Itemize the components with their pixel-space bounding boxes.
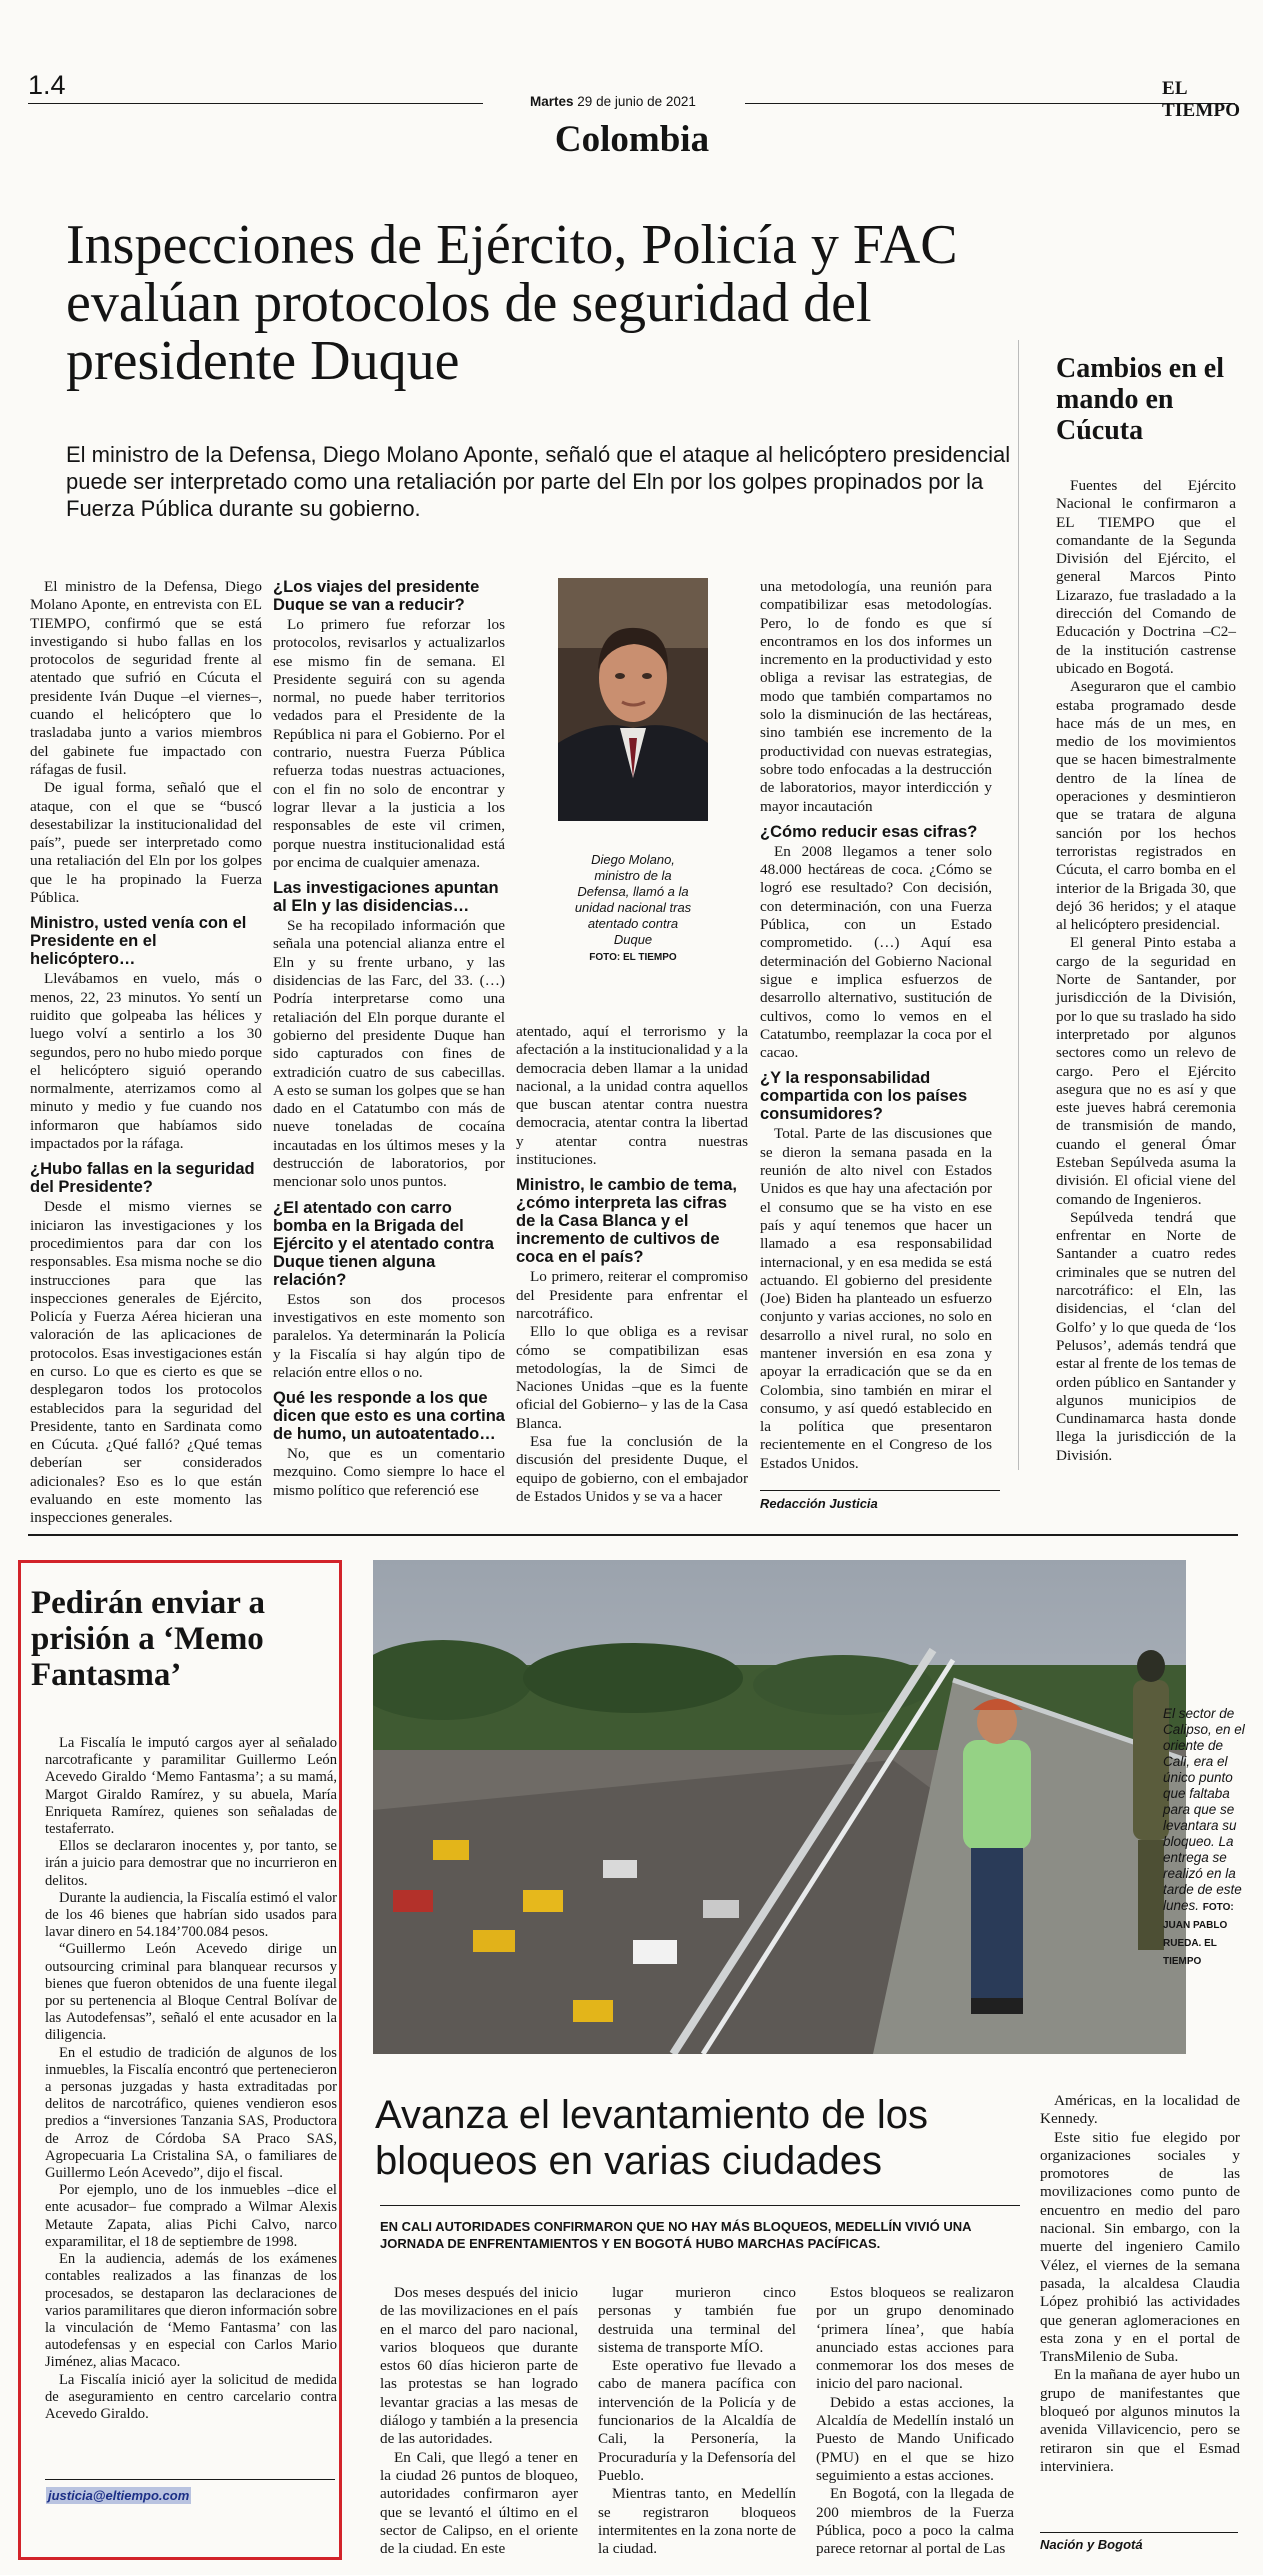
- main-col2-paragraph-3: Se ha recopilado información que señala una potencial alianza entre el Eln y su frente urbano, y las disidencias de las Farc, del 33. (…) Podría interpretarse como una retaliación del Eln porque durante el gobierno del presidente Duque han sido capturados con fines de extradición cuatro de sus cabecillas. A esto se suman los golpes que se han dado en el Catatumbo con más de nueve toneladas de cocaína incautadas en los últimos meses y la destrucción de laboratorios, por mencionar solo unos puntos.: [273, 917, 505, 1191]
- main-col4-paragraph-0: una metodología, una reunión para compatibilizar esas metodologías. Pero, lo de fondo es que sí encontramos en los dos informes un incremento en la productividad y esto obliga a revisar las estrategias, de modo que también compartamos no solo la disminución de las hectáreas, sino también ese incremento de la productividad con nuevas estrategias, sobre todo enfocadas a la destrucción de laboratorios, mayor interdicción y mayor incautación: [760, 578, 992, 815]
- sidebar-paragraph-0: Fuentes del Ejército Nacional le confirmaron a EL TIEMPO que el comandante de la Segunda División del Ejército, el general Marcos Pinto Lizarazo, fue trasladado a la dirección del Comando de Educación y Doctrina –C2– de la institución castrense ubicado en Bogotá.: [1056, 477, 1236, 677]
- main-col2-paragraph-5: Estos son dos procesos investigativos en este momento son paralelos. Ya determinarán la Policía y la Fiscalía si hay algún tipo de relación entre ellos o no.: [273, 1290, 505, 1381]
- bloqueos-col4-paragraph-2: En la mañana de ayer hubo un grupo de manifestantes que bloqueó por algunos minutos la avenida Villavicencio, pero se retiraron sin que el Esmad interviniera.: [1040, 2366, 1240, 2475]
- bloqueos-deck-rule: [380, 2205, 1020, 2206]
- date-day: Martes: [530, 94, 574, 109]
- main-col1-paragraph-1: De igual forma, señaló que el ataque, con el que se “buscó desestabilizar la institucionalidad del país”, puede ser interpretado como una retaliación del Eln por los golpes que le ha propinado la Fuerza Pública.: [30, 779, 262, 907]
- sidebar-paragraph-3: Sepúlveda tendrá que enfrentar en Norte de Santander a cuatro redes criminales que se nutren del narcotráfico: el Eln, las disidencias, el ‘clan del Golfo’ y lo que queda de ‘los Pelusos’, además tendrá que estar al frente de los temas de orden público en Santander y algunos municipios de Cundinamarca hasta donde llega la jurisdicción de la División.: [1056, 1208, 1236, 1464]
- sidebar-paragraph-2: El general Pinto estaba a cargo de la seguridad en Norte de Santander, por jurisdicción de la División, por lo que su traslado ha sido interpretado por algunos sectores como un relevo de cargo. Pero el Ejército asegura que no es así y que este jueves habrá ceremonia de transmisión de mando, cuando el general Ómar Esteban Sepúlveda asuma la división. El oficial viene del comando de Ingenieros.: [1056, 934, 1236, 1208]
- bloqueos-photo-caption: [1163, 1706, 1248, 1970]
- bloqueos-col2-paragraph-2: Mientras tanto, en Medellín se registraron bloqueos intermitentes en la zona norte de la ciudad.: [598, 2485, 796, 2558]
- main-col4-paragraph-2: En 2008 llegamos a tener solo 48.000 hectáreas de coca. ¿Cómo se logró ese resultado? Con decisión, con determinación, con una Fuerza Pública, con un Estado comprometido. (…) Aquí esa determinación del Gobierno Nacional sigue e implica esfuerzos de desarrollo alternativo, sustitución de cultivos, como lo vemos en el Catatumbo, reemplazar la coca por el cacao.: [760, 842, 992, 1062]
- bloqueos-headline: Avanza el levantamiento de los bloqueos en varias ciudades: [375, 2093, 928, 2183]
- main-col1-paragraph-0: El ministro de la Defensa, Diego Molano Aponte, en entrevista con EL TIEMPO, confirmó que se está investigando si hubo fallas en los protocolos de seguridad frente al atentado que sufrió en Cúcuta el presidente Iván Duque –el viernes–, cuando el helicóptero que lo trasladaba junto a varios miembros del gabinete fue impactado con ráfagas de fusil.: [30, 578, 262, 778]
- memo-paragraph-7: La Fiscalía inició ayer la solicitud de medida de aseguramiento en centro carcelario contra Acevedo Giraldo.: [45, 2371, 337, 2422]
- page-number: 1.4: [28, 70, 66, 100]
- bloqueos-col2-paragraph-0: lugar murieron cinco personas y también fue destruida una terminal del sistema de transporte MÍO.: [598, 2284, 796, 2356]
- bloqueos-signature-rule: [1040, 2532, 1238, 2533]
- main-col4-paragraph-4: Total. Parte de las discusiones que se dieron la semana pasada en la reunión de alto nivel con Estados Unidos es que hay una afectación por el consumo que se ha visto en ese país y aquí tenemos que hacer un llamado a esa responsabilidad internacional, y en esa medida se está actuando. El gobierno del presidente (Joe) Biden ha planteado un esfuerzo conjunto y varias acciones, no solo en desarrollo a nivel rural, no solo en mantener inversión en esa zona y apoyar la erradicación que se da en Colombia, sino también en mirar el consumo, y así quedó establecido en la política que presentaron recientemente en el Congreso de los Estados Unidos.: [760, 1125, 992, 1472]
- main-col1-question-4: ¿Hubo fallas en la seguridad del Presidente?: [30, 1160, 255, 1197]
- main-col2-question-4: ¿El atentado con carro bomba en la Brigada del Ejército y el atentado contra Duque tienen alguna relación?: [273, 1198, 494, 1289]
- main-col3-paragraph-4: Esa fue la conclusión de la discusión del presidente Duque, el equipo de gobierno, con el embajador de Estados Unidos y se va a hacer: [516, 1433, 748, 1505]
- bloqueos-col-4: [1040, 2092, 1240, 2476]
- header-rule-left: [28, 103, 483, 104]
- memo-paragraph-4: En el estudio de tradición de algunos de los inmuebles, la Fiscalía encontró que pertenecieron a personas juzgadas y hasta extraditadas por delitos de narcotráfico, quienes vendieron esos predios a “inversiones Tanzania SAS, Productora de Arroz de Córdoba SA Praco SAS, Agropecuaria La Cristalina SA, o familiares de Guillermo León Acevedo”, dijo el fiscal.: [45, 2044, 337, 2182]
- caption-text: Diego Molano, ministro de la Defensa, llamó a la unidad nacional tras atentado contra Duque: [574, 852, 692, 947]
- bloqueos-col1-paragraph-0: Dos meses después del inicio de las movilizaciones en el país en el marco del paro nacional, varios bloqueos que durante estos 60 días hicieron parte de las protestas se han logrado levantar gracias a las mesas de diálogo y también a la presencia de las autoridades.: [380, 2284, 578, 2448]
- main-col2-paragraph-1: Lo primero fue reforzar los protocolos, revisarlos y actualizarlos ese mismo fin de semana. El Presidente seguirá con su agenda normal, no puede haber territorios vedados para el Presidente de la República ni para el Gobierno. Por el contrario, nuestra Fuerza Pública refuerza todas nuestras actuaciones, con el fin no solo de encontrar y lograr llevar a la justicia a los responsables de este vil crimen, porque nuestra institucionalidad está por encima de cualquier amenaza.: [273, 616, 505, 871]
- memo-paragraph-6: En la audiencia, además de los exámenes contables realizados a las finanzas de los procesados, se destaparon las declaraciones de varios paramilitares que dieron información sobre la vinculación de ‘Memo Fantasma’ con las autodefensas y en especial con Carlos Mario Jiménez, alias Macaco.: [45, 2251, 337, 2371]
- bloqueos-col-1: [380, 2284, 578, 2558]
- bloqueos-signature: Nación y Bogotá: [1040, 2537, 1143, 2552]
- sidebar-paragraph-1: Aseguraron que el cambio estaba programado desde hace más de un mes, en medio de los movimientos que se hacen bimestralmente dentro de la línea de operaciones y desmintieron que se tratara de alguna sanción por los hechos terroristas registrados en Cúcuta, el carro bomba en el interior de la Brigada 30, que dejó 36 heridos; y el ataque al helicóptero presidencial.: [1056, 678, 1236, 934]
- sidebar-title: Cambios en el mando en Cúcuta: [1056, 353, 1224, 446]
- memo-paragraph-3: “Guillermo León Acevedo dirige un outsourcing criminal para blanquear recursos y bienes que fueron obtenidos de una fuente ilegal por su pertenencia al Bloque Central Bolívar de las Autodefensas”, señaló el ente acusador en la diligencia.: [45, 1941, 337, 2044]
- main-col-3: [516, 1023, 748, 1506]
- bloqueos-deck: EN CALI AUTORIDADES CONFIRMARON QUE NO HAY MÁS BLOQUEOS, MEDELLÍN VIVIÓ UNA JORNADA DE ENFRENTAMIENTOS Y EN BOGOTÁ HUBO MARCHAS PACÍFICAS.: [380, 2219, 972, 2251]
- memo-paragraph-1: Ellos se declararon inocentes y, por tanto, se irán a juicio para demostrar que no incurrieron en delitos.: [45, 1838, 337, 1889]
- memo-paragraph-5: Por ejemplo, uno de los inmuebles –dice el ente acusador– fue comprado a Wilmar Alexis Metaute Zapata, alias Pichi Calvo, narco exparamilitar, el 18 de septiembre de 1998.: [45, 2182, 337, 2250]
- bloqueos-col3-paragraph-1: Debido a estas acciones, la Alcaldía de Medellín instaló un Puesto de Mando Unificado (PMU) en el que se hizo seguimiento a estas acciones.: [816, 2393, 1014, 2484]
- main-col2-question-0: ¿Los viajes del presidente Duque se van a reducir?: [273, 578, 480, 614]
- brand-logo: EL TIEMPO: [1162, 78, 1241, 121]
- main-col3-paragraph-3: Ello lo que obliga es a revisar cómo se compatibilizan esas metodologías, la de Simci de Naciones Unidas –que es la fuente oficial del Gobierno– y las de la Casa Blanca.: [516, 1323, 748, 1432]
- sidebar-body: [1056, 477, 1236, 1465]
- bloqueos-photo: [373, 1560, 1186, 2054]
- bloqueos-col4-paragraph-1: Este sitio fue elegido por organizaciones sociales y promotores de las movilizaciones como punto de encuentro en medio del paro nacional. Sin embargo, con la muerte del ingeniero Camilo Vélez, el viernes de la semana pasada, la alcaldesa Claudia López prohibió las actividades que generan aglomeraciones en esta zona y en el portal de TransMilenio de Suba.: [1040, 2128, 1240, 2366]
- main-col3-paragraph-2: Lo primero, reiterar el compromiso del Presidente para enfrentar el narcotráfico.: [516, 1268, 748, 1322]
- bloqueos-col3-paragraph-0: Estos bloqueos se realizaron por un grupo denominado ‘primera línea’, que había anunciado estas acciones para conmemorar los dos meses de inicio del paro nacional.: [816, 2284, 1014, 2393]
- memo-paragraph-2: Durante la audiencia, la Fiscalía estimó el valor de los 46 bienes que habrían sido usados para lavar dinero en 54.184’700.084 pesos.: [45, 1889, 337, 1941]
- bloqueos-col4-paragraph-0: Américas, en la localidad de Kennedy.: [1040, 2092, 1240, 2128]
- memo-paragraph-0: La Fiscalía le imputó cargos ayer al señalado narcotraficante y paramilitar Guillermo León Acevedo Giraldo ‘Memo Fantasma’; a su mamá, Margot Giraldo Ramírez, y su abuela, María Enriqueta Ramírez, quienes son señaladas de testaferrato.: [45, 1735, 337, 1838]
- main-col-4: [760, 578, 992, 1473]
- sidebar-divider: [1018, 340, 1019, 1470]
- minister-portrait-drawing: [558, 578, 708, 821]
- header-date: [530, 94, 696, 109]
- bloqueos-col1-paragraph-1: En Cali, que llegó a tener en la ciudad 26 puntos de bloqueo, autoridades confirmaron ayer que se levantó el último en el sector de Calipso, en el oriente de la ciudad. En este: [380, 2448, 578, 2558]
- memo-box: [18, 1560, 342, 2560]
- memo-body: [45, 1735, 337, 2423]
- main-signature: Redacción Justicia: [760, 1496, 878, 1511]
- bloqueos-col-3: [816, 2284, 1014, 2558]
- section-divider: [28, 1534, 1238, 1536]
- main-col-1: [30, 578, 262, 1528]
- main-col2-question-2: Las investigaciones apuntan al Eln y las disidencias…: [273, 879, 499, 916]
- bloqueos-photo-credit: FOTO: JUAN PABLO RUEDA. EL TIEMPO: [1163, 1902, 1234, 1967]
- signature-rule: [760, 1490, 1000, 1491]
- main-col2-question-6: Qué les responde a los que dicen que esto es una cortina de humo, un autoatentado…: [273, 1389, 505, 1444]
- main-col2-paragraph-7: No, que es un comentario mezquino. Como siempre lo hace el mismo político que referenció ese: [273, 1445, 505, 1499]
- memo-email[interactable]: justicia@eltiempo.com: [48, 2488, 190, 2503]
- date-rest: 29 de junio de 2021: [577, 94, 696, 109]
- bloqueos-col-2: [598, 2284, 796, 2558]
- main-col3-paragraph-0: atentado, aquí el terrorismo y la afectación a la institucionalidad y a la democracia deben llamar a la unidad nacional, a la unidad contra aquellos que buscan atentar contra nuestra democracia, atentar contra la libertad y atentar contra nuestras instituciones.: [516, 1023, 748, 1169]
- minister-photo-caption: [568, 852, 698, 966]
- main-col1-paragraph-3: Llevábamos en vuelo, más o menos, 22, 23 minutos. Yo sentí un ruidito que golpeaba las hélices y luego volví a sentirlo a los 30 segundos, pero no hubo miedo porque el helicóptero siguió operando normalmente, aterrizamos como al minuto y medio y fue cuando nos informaron que habíamos sido impactados por la ráfaga.: [30, 970, 262, 1153]
- main-col-2: [273, 578, 505, 1500]
- minister-photo: [558, 578, 708, 821]
- bloqueos-col2-paragraph-1: Este operativo fue llevado a cabo de manera pacífica con intervención de la Policía y de funcionarios de la Alcaldía de Cali, la Personería, la Procuraduría y la Defensoría del Pueblo.: [598, 2357, 796, 2484]
- memo-title: Pedirán enviar a prisión a ‘Memo Fantasma’: [31, 1585, 266, 1693]
- main-col1-paragraph-5: Desde el mismo viernes se iniciaron las investigaciones y los procedimientos para dar con los responsables. Esa misma noche se dio instrucciones para que las inspecciones generales de Ejército, Policía y Fuerza Aérea hicieran una valoración de las aplicaciones de protocolos. Esas investigaciones están en curso. Lo que es cierto es que se desplegaron todos los protocolos establecidos para la seguridad del Presidente, tanto en Sardinata como en Cúcuta. ¿Qué falló? ¿Qué temas deberían ser considerados adicionales? Eso es lo que están evaluando en este momento las inspecciones generales.: [30, 1198, 262, 1527]
- main-col1-question-2: Ministro, usted venía con el Presidente en el helicóptero…: [30, 914, 247, 969]
- bloqueos-caption-text: El sector de Calipso, en el oriente de Cali, era el único punto que faltaba para que se levantara su bloqueo. La entrega se realizó en la tarde de este lunes.: [1163, 1706, 1245, 1913]
- section-title: Colombia: [554, 119, 710, 160]
- main-col3-question-1: Ministro, le cambio de tema, ¿cómo interpreta las cifras de la Casa Blanca y el incremento de cultivos de coca en el país?: [516, 1176, 737, 1267]
- main-col4-question-1: ¿Cómo reducir esas cifras?: [760, 822, 978, 841]
- main-lead: El ministro de la Defensa, Diego Molano Aponte, señaló que el ataque al helicóptero presidencial puede ser interpretado como una retaliación por parte del Eln por los golpes propinados por la Fuerza Pública durante su gobierno.: [66, 442, 1011, 521]
- bloqueos-photo-drawing: [373, 1560, 1186, 2054]
- bloqueos-col3-paragraph-2: En Bogotá, con la llegada de 200 miembros de la Fuerza Pública, poco a poco la calma parece retornar al portal de Las: [816, 2485, 1014, 2558]
- main-headline: Inspecciones de Ejército, Policía y FAC evalúan protocolos de seguridad del presidente Duque: [66, 214, 958, 392]
- main-col4-question-3: ¿Y la responsabilidad compartida con los países consumidores?: [760, 1069, 968, 1124]
- memo-email-rule: [45, 2479, 335, 2480]
- photo-credit: FOTO: EL TIEMPO: [589, 952, 677, 963]
